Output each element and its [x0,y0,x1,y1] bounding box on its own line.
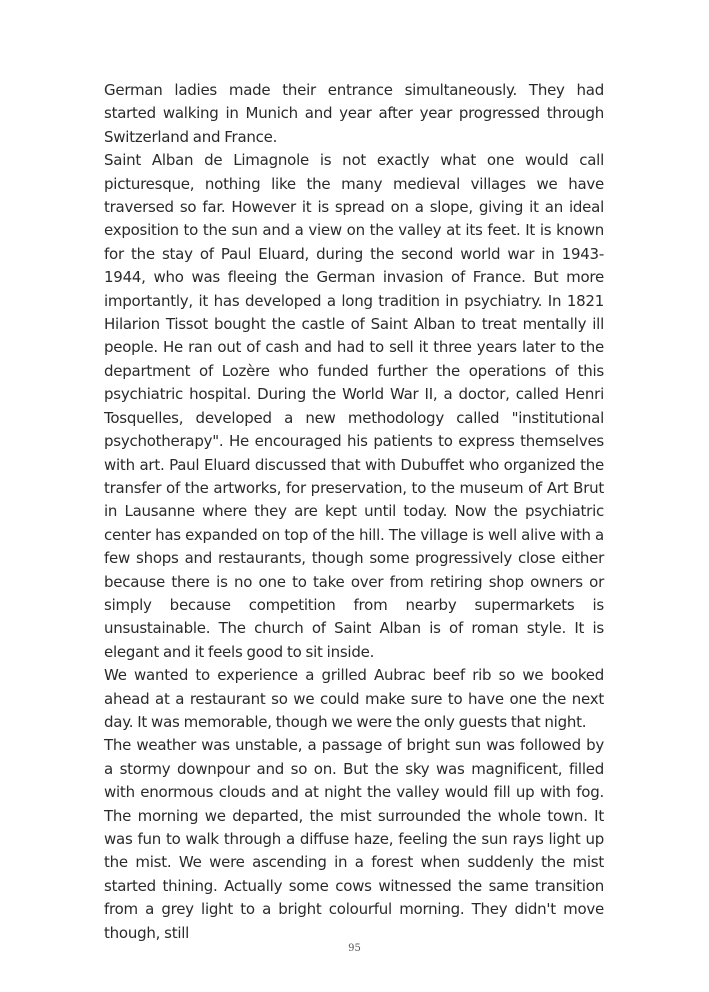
paragraph-german-ladies: German ladies made their entrance simultaneously. They had started walking in Munich and year after year progressed through Switzerland and France. [104,81,604,146]
page-number: 95 [348,943,361,954]
paragraph-aubrac-beef: We wanted to experience a grilled Aubrac beef rib so we booked ahead at a restaurant so we could make sure to have one the next day. It was memorable, though we were the only guests that night. [104,666,604,731]
paragraph-saint-alban: Saint Alban de Limagnole is not exactly what one would call picturesque, nothing like the many medieval villages we have traversed so far. However it is spread on a slope, giving it an ideal exposition to the sun and a view on the valley at its feet. It is known for the stay of Paul Eluard, during the second world war in 1943-1944, who was fleeing the German invasion of France. But more importantly, it has developed a long tradition in psychiatry. In 1821 Hilarion Tissot bought the castle of Saint Alban to treat mentally ill people. He ran out of cash and had to sell it three years later to the department of Lozère who funded further the operations of this psychiatric hospital. During the World War II, a doctor, called Henri Tosquelles, developed a new methodology called "institutional psychotherapy". He encouraged his patients to express themselves with art. Paul Eluard discussed that with Dubuffet who organized the transfer of the artworks, for preservation, to the museum of Art Brut in Lausanne where they are kept until today. Now the psychiatric center has expanded on top of the hill. The village is well alive with a few shops and restaurants, though some progressively close either because there is no one to take over from retiring shop owners or simply because competition from nearby supermarkets is unsustainable. The church of Saint Alban is of roman style. It is elegant and it feels good to sit inside. [104,151,604,661]
paragraph-weather: The weather was unstable, a passage of bright sun was followed by a stormy downpour and so on. But the sky was magnificent, filled with enormous clouds and at night the valley would fill up with fog. The morning we departed, the mist surrounded the whole town. It was fun to walk through a diffuse haze, feeling the sun rays light up the mist. We were ascending in a forest when suddenly the mist started thining. Actually some cows witnessed the same transition from a grey light to a bright colourful morning. They didn't move though, still [104,736,604,942]
body-text [104,79,604,945]
